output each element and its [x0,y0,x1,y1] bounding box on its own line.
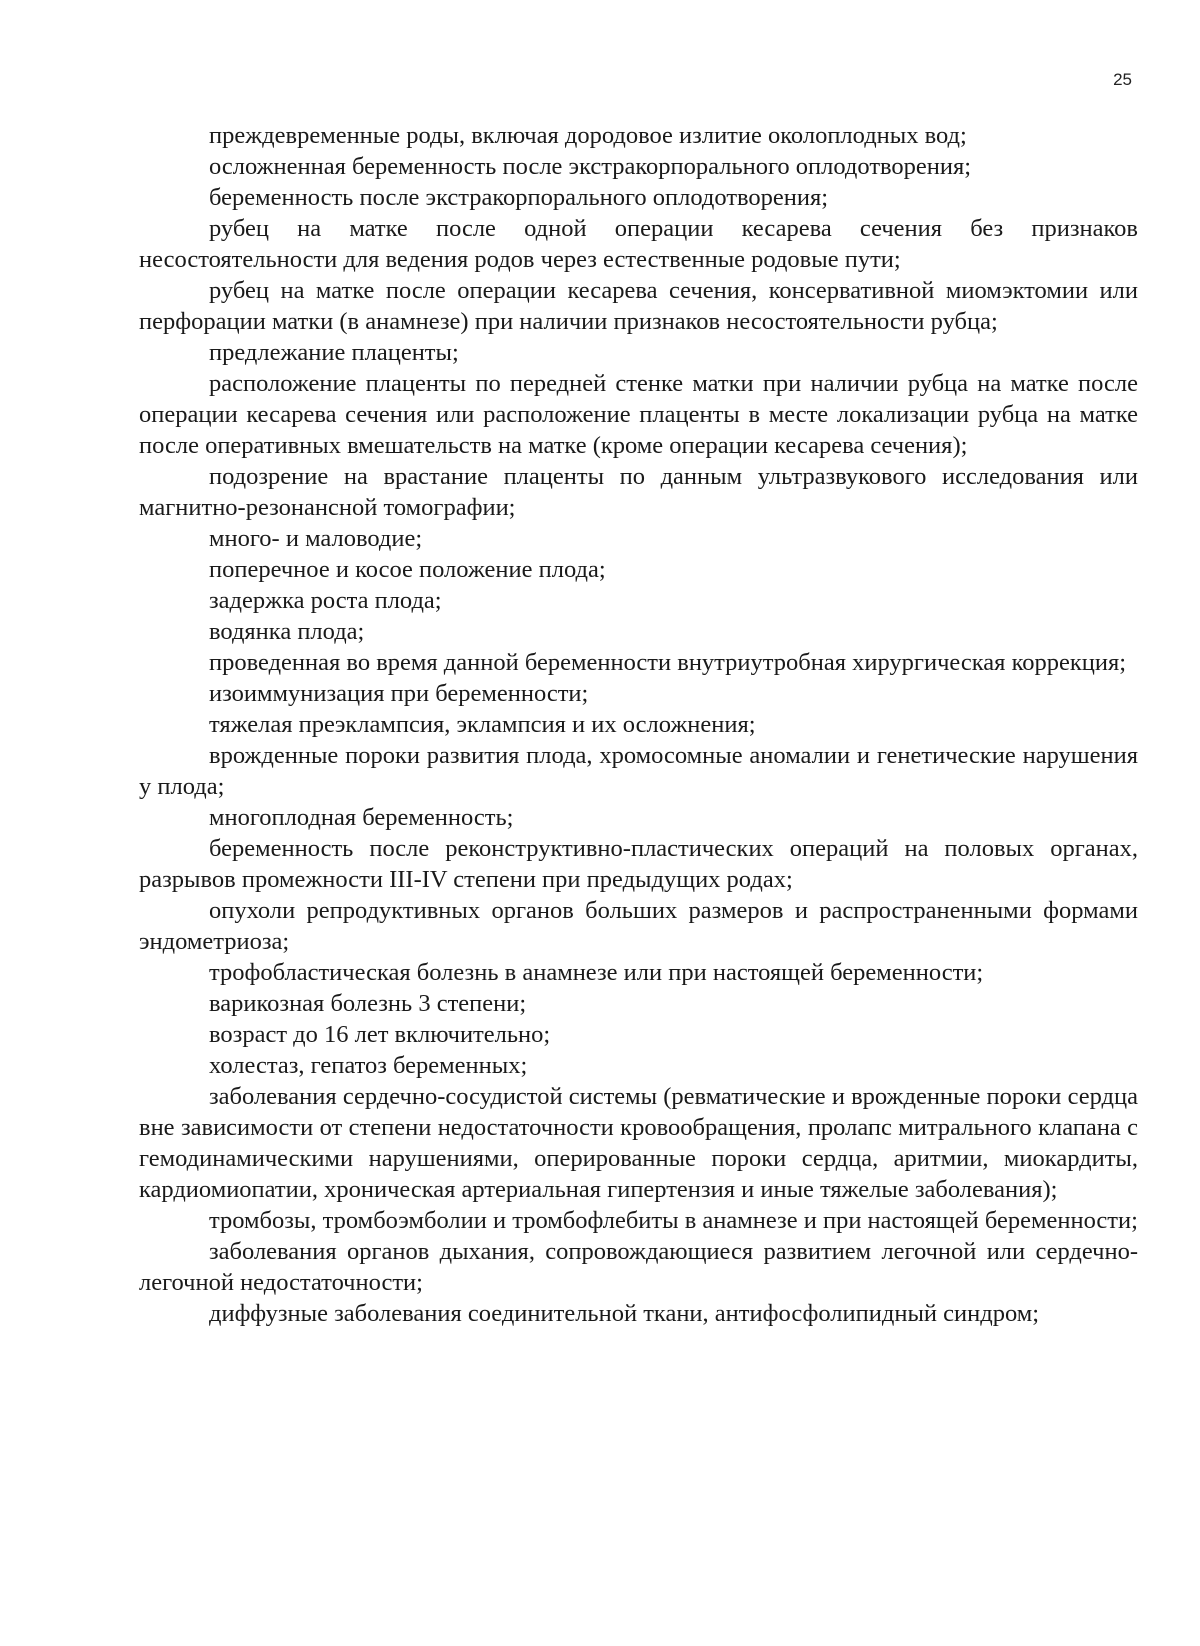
list-item: возраст до 16 лет включительно; [209,1021,551,1048]
list-item: варикозная болезнь 3 степени; [209,990,527,1017]
list-item: предлежание плаценты; [209,339,459,366]
list-item: водянка плода; [209,618,365,645]
page-number: 25 [1113,70,1132,89]
list-item: заболевания органов дыхания, сопровождающиеся развитием легочной или сердечно-легочной недостаточности; [139,1238,1138,1296]
list-item: холестаз, гепатоз беременных; [209,1052,528,1079]
list-item: беременность после реконструктивно-пластических операций на половых органах, разрывов промежности III-IV степени при предыдущих родах; [139,835,1138,893]
list-item: диффузные заболевания соединительной ткани, антифосфолипидный синдром; [209,1300,1040,1327]
list-item: многоплодная беременность; [209,804,514,831]
list-item: рубец на матке после одной операции кесарева сечения без признаков несостоятельности для ведения родов через естественные родовые пути; [139,215,1138,273]
list-item: трофобластическая болезнь в анамнезе или при настоящей беременности; [209,959,984,986]
list-item: поперечное и косое положение плода; [209,556,606,583]
list-item: задержка роста плода; [209,587,442,614]
document-body [139,120,1138,1329]
list-item: рубец на матке после операции кесарева сечения, консервативной миомэктомии или перфорации матки (в анамнезе) при наличии признаков несостоятельности рубца; [139,277,1138,335]
list-item: много- и маловодие; [209,525,423,552]
list-item: врожденные пороки развития плода, хромосомные аномалии и генетические нарушения у плода; [139,742,1138,800]
list-item: опухоли репродуктивных органов больших размеров и распространенными формами эндометриоза; [139,897,1138,955]
list-item: преждевременные роды, включая дородовое излитие околоплодных вод; [209,122,967,149]
list-item: осложненная беременность после экстракорпорального оплодотворения; [209,153,972,180]
list-item: изоиммунизация при беременности; [209,680,589,707]
list-item: тромбозы, тромбоэмболии и тромбофлебиты в анамнезе и при настоящей беременности; [209,1207,1138,1234]
list-item: заболевания сердечно-сосудистой системы (ревматические и врожденные пороки сердца вне зависимости от степени недостаточности кровообращения, пролапс митрального клапана с гемодинамическими нарушениями, оперированные пороки сердца, аритмии, миокардиты, кардиомиопатии, хроническая артериальная гипертензия и иные тяжелые заболевания); [139,1083,1138,1203]
list-item: подозрение на врастание плаценты по данным ультразвукового исследования или магнитно-резонансной томографии; [139,463,1138,521]
list-item: тяжелая преэклампсия, эклампсия и их осложнения; [209,711,756,738]
list-item: расположение плаценты по передней стенке матки при наличии рубца на матке после операции кесарева сечения или расположение плаценты в месте локализации рубца на матке после оперативных вмешательств на матке (кроме операции кесарева сечения); [139,370,1138,459]
list-item: беременность после экстракорпорального оплодотворения; [209,184,829,211]
list-item: проведенная во время данной беременности внутриутробная хирургическая коррекция; [209,649,1127,676]
